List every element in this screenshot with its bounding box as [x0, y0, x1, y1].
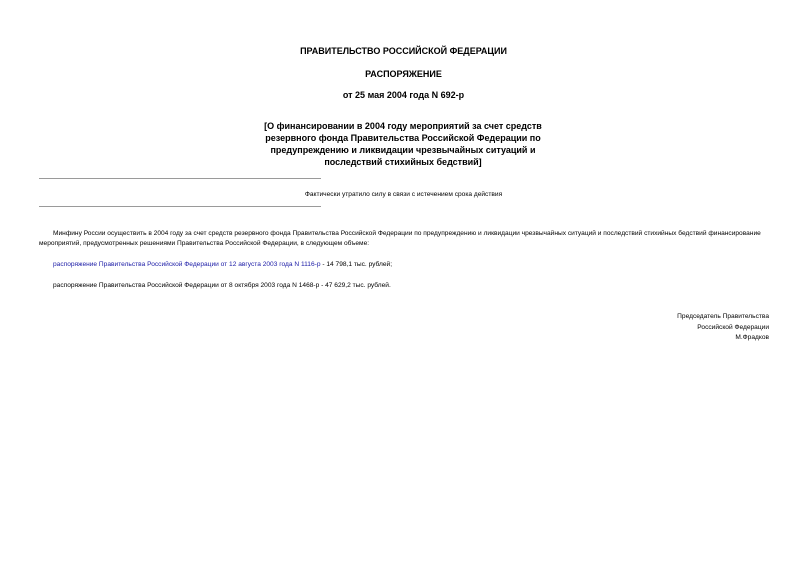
document-date-number: от 25 мая 2004 года N 692-р [342, 90, 465, 100]
list-item-amount: - 14 798,1 тыс. рублей; [320, 261, 393, 268]
title-line: [О финансировании в 2004 году мероприятий за счет средств [264, 121, 542, 131]
validity-notice: Фактически утратило силу в связи с истечением срока действия [304, 191, 503, 198]
title-line: резервного фонда Правительства Российской Федерации по [265, 133, 541, 143]
referenced-order-link[interactable]: распоряжение Правительства Российской Федерации от 12 августа 2003 года N 1116-р [53, 261, 321, 268]
document-type: РАСПОРЯЖЕНИЕ [365, 69, 442, 79]
signature-name: М.Фрадков [735, 334, 769, 341]
signature-block [569, 312, 769, 344]
list-item [53, 260, 769, 269]
divider-top [39, 178, 321, 179]
list-item: распоряжение Правительства Российской Федерации от 8 октября 2003 года N 1468-р - 47 629,2 тыс. рублей. [53, 282, 391, 289]
divider-bottom [39, 206, 321, 207]
signature-organization: Российской Федерации [697, 323, 769, 331]
issuing-authority: ПРАВИТЕЛЬСТВО РОССИЙСКОЙ ФЕДЕРАЦИИ [300, 46, 507, 56]
main-paragraph-text: Минфину России осуществить в 2004 году за счет средств резервного фонда Правительства Российской Федерации по предупреждению и ликвидации чрезвычайных ситуаций и последствий стихийных бедствий финансирование мероприятий, предусмотренных решениями Правительства Российской Федерации, в следующем объеме: [39, 230, 761, 247]
main-paragraph [39, 229, 769, 248]
title-line: последствий стихийных бедствий] [324, 157, 482, 167]
signature-position: Председатель Правительства [677, 313, 769, 320]
title-line: предупреждению и ликвидации чрезвычайных ситуаций и [270, 145, 536, 155]
document-title [253, 120, 553, 168]
